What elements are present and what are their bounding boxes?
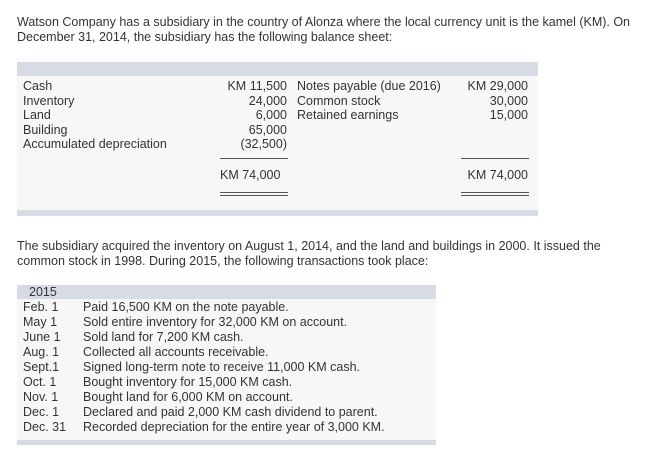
asset-label: Land [23, 108, 51, 122]
transaction-description: Paid 16,500 KM on the note payable. [83, 300, 289, 314]
table-row [17, 405, 436, 420]
balance-sheet-table [17, 62, 538, 216]
transaction-date: May 1 [23, 315, 58, 329]
table-row [17, 375, 436, 390]
transaction-date: Nov. 1 [23, 390, 59, 404]
transaction-date: Sept.1 [23, 360, 60, 374]
total-assets: KM 74,000 [220, 168, 281, 182]
liability-equity-amount: 15,000 [489, 108, 528, 122]
asset-amount: KM 11,500 [227, 79, 287, 93]
transaction-description: Recorded depreciation for the entire year of 3,000 KM. [83, 420, 385, 434]
table-row [17, 300, 436, 315]
transaction-date: Feb. 1 [23, 300, 59, 314]
transaction-description: Declared and paid 2,000 KM cash dividend to parent. [83, 405, 378, 419]
table-row [17, 315, 436, 330]
asset-amount: 65,000 [248, 122, 287, 137]
double-underline [461, 195, 529, 196]
double-underline [220, 192, 288, 193]
liability-equity-amount: 30,000 [489, 93, 528, 108]
total-underline [461, 158, 529, 159]
transaction-description: Sold entire inventory for 32,000 KM on account. [83, 315, 348, 329]
table-row [17, 330, 436, 345]
total-underline [220, 158, 288, 159]
transaction-description: Collected all accounts receivable. [83, 345, 269, 359]
transactions-table [17, 285, 436, 445]
intro-paragraph: Watson Company has a subsidiary in the country of Alonza where the local currency unit is the kamel (KM). On December 31, 2014, the subsidiary has the following balance sheet: [17, 15, 631, 44]
table-footer-bar [17, 210, 538, 216]
transaction-description: Bought land for 6,000 KM on account. [83, 390, 293, 404]
asset-label: Accumulated depreciation [23, 137, 167, 151]
asset-label: Inventory [23, 93, 75, 108]
middle-paragraph: The subsidiary acquired the inventory on August 1, 2014, and the land and buildings in 2000. It issued the common stock in 1998. During 2015, the following transactions took place: [17, 239, 601, 268]
asset-amount: (32,500) [240, 137, 287, 151]
asset-amount: 24,000 [248, 93, 287, 108]
table-header-bar [17, 62, 538, 76]
transaction-description: Signed long-term note to receive 11,000 KM cash. [83, 360, 361, 374]
double-underline [220, 195, 288, 196]
liability-equity-label: Retained earnings [297, 108, 399, 122]
year-label: 2015 [29, 285, 57, 299]
transaction-date: Aug. 1 [23, 345, 60, 359]
table-row [17, 345, 436, 360]
table-row [17, 390, 436, 405]
transaction-date: Oct. 1 [23, 375, 57, 389]
asset-amount: 6,000 [255, 108, 287, 122]
liability-equity-amount: KM 29,000 [467, 79, 528, 93]
table-row [17, 420, 436, 435]
liability-equity-label: Common stock [297, 93, 381, 108]
transaction-date: June 1 [23, 330, 61, 344]
transaction-description: Bought inventory for 15,000 KM cash. [83, 375, 293, 389]
table-row [17, 360, 436, 375]
year-row [17, 285, 436, 300]
total-liabilities-equity: KM 74,000 [467, 168, 528, 182]
liability-equity-label: Notes payable (due 2016) [297, 79, 441, 93]
transaction-date: Dec. 31 [23, 420, 67, 434]
asset-label: Building [23, 122, 68, 137]
table-footer-bar [17, 440, 436, 445]
asset-label: Cash [23, 79, 53, 93]
transaction-description: Sold land for 7,200 KM cash. [83, 330, 244, 344]
transaction-date: Dec. 1 [23, 405, 60, 419]
double-underline [461, 192, 529, 193]
